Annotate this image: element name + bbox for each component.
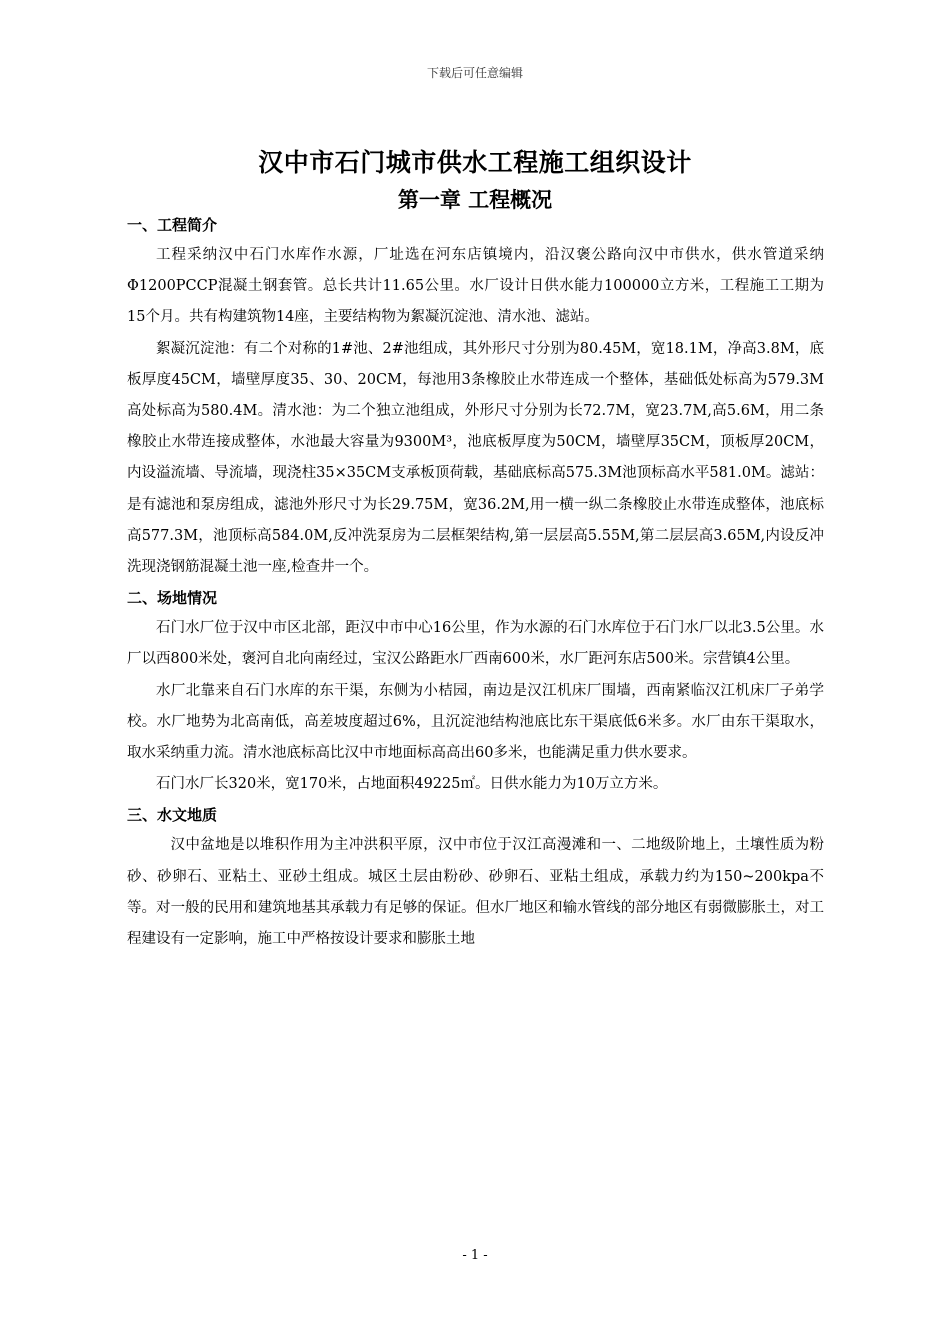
section-heading: 三、水文地质: [127, 806, 218, 825]
page-number: - 1 -: [462, 1248, 488, 1263]
document-body: [127, 210, 824, 955]
header-note: 下载后可任意编辑: [426, 66, 523, 80]
document-title: 汉中市石门城市供水工程施工组织设计: [258, 148, 692, 177]
chapter-title: 第一章 工程概况: [397, 188, 553, 212]
paragraph: 絮凝沉淀池：有二个对称的1#池、2#池组成，其外形尺寸分别为80.45M，宽18.1M，净高3.8M，底板厚度45CM，墙壁厚度35、30、20CM，每池用3条橡胶止水带连成一个整体，基础低处标高为579.3M高处标高为580.4M。清水池：为二个独立池组成，外形尺寸分别为长72.7M，宽23.7M,高5.6M，用二条橡胶止水带连接成整体，水池最大容量为9300M³，池底板厚度为50CM，墙壁厚35CM，顶板厚20CM，内设溢流墙、导流墙，现浇柱35×35CM支承板顶荷载，基础底标高575.3M池顶标高水平581.0M。滤站：是有滤池和泵房组成，滤池外形尺寸为长29.75M，宽36.2M,用一横一纵二条橡胶止水带连成整体，池底标高577.3M，池顶标高584.0M,反冲洗泵房为二层框架结构,第一层层高5.55M,第二层层高3.65M,内设反冲洗现浇钢筋混凝土池一座,检查井一个。: [127, 340, 824, 576]
section-heading: 二、场地情况: [127, 589, 218, 608]
section-heading: 一、工程简介: [127, 216, 218, 234]
section-project-overview: [127, 210, 824, 583]
paragraph: 工程采纳汉中石门水库作水源，厂址选在河东店镇境内，沿汉褒公路向汉中市供水，供水管道采纳Φ1200PCCP混凝土钢套管。总长共计11.65公里。水厂设计日供水能力100000立方米，工程施工工期为15个月。共有构建筑物14座，主要结构物为絮凝沉淀池、清水池、滤站。: [127, 247, 824, 326]
paragraph: 汉中盆地是以堆积作用为主冲洪积平原，汉中市位于汉江高漫滩和一、二地级阶地上，土壤性质为粉砂、砂卵石、亚粘土、亚砂土组成。城区土层由粉砂、砂卵石、亚粘土组成，承载力约为150~200kpa不等。对一般的民用和建筑地基其承载力有足够的保证。但水厂地区和输水管线的部分地区有弱微膨胀土，对工程建设有一定影响，施工中严格按设计要求和膨胀土地: [127, 837, 824, 948]
paragraph: 石门水厂位于汉中市区北部，距汉中市中心16公里，作为水源的石门水库位于石门水厂以北3.5公里。水厂以西800米处，褒河自北向南经过，宝汉公路距水厂西南600米，水厂距河东店500米。宗营镇4公里。: [127, 620, 824, 668]
section-site-conditions: [127, 583, 824, 800]
paragraph: 水厂北靠来自石门水库的东干渠，东侧为小桔园，南边是汉江机床厂围墙，西南紧临汉江机床厂子弟学校。水厂地势为北高南低，高差坡度超过6%，且沉淀池结构池底比东干渠底低6米多。水厂由东干渠取水，取水采纳重力流。清水池底标高比汉中市地面标高高出60多米，也能满足重力供水要求。: [127, 682, 824, 762]
section-hydrogeology: [127, 800, 824, 955]
paragraph: 石门水厂长320米，宽170米，占地面积49225㎡。日供水能力为10万立方米。: [156, 776, 668, 793]
